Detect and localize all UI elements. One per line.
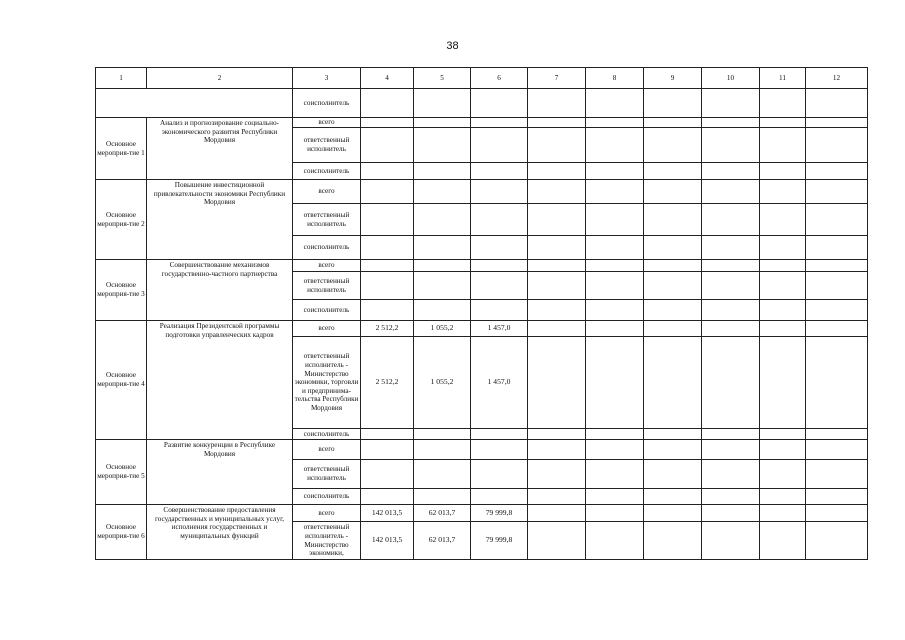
table-row	[96, 118, 868, 128]
value-cell	[644, 180, 702, 204]
value-cell	[644, 260, 702, 272]
value-cell	[528, 163, 586, 180]
role-cell: соисполнитель	[293, 89, 361, 118]
value-cell	[471, 89, 528, 118]
value-cell	[760, 260, 806, 272]
value-cell	[361, 429, 414, 440]
value-cell	[644, 429, 702, 440]
value-cell	[760, 204, 806, 236]
value-cell	[702, 460, 760, 489]
column-header: 2	[147, 68, 293, 89]
value-cell	[760, 489, 806, 505]
value-cell	[644, 337, 702, 429]
value-cell	[528, 260, 586, 272]
value-cell	[806, 460, 868, 489]
role-cell: ответственный исполнитель	[293, 204, 361, 236]
column-header: 12	[806, 68, 868, 89]
value-cell	[806, 236, 868, 260]
value-cell	[471, 180, 528, 204]
value-cell	[644, 505, 702, 522]
activity-name-cell: Повышение инвестиционной привлекательности экономики Республики Мордовия	[147, 180, 293, 260]
table-row	[96, 321, 868, 337]
value-cell	[760, 522, 806, 560]
value-cell	[586, 505, 644, 522]
value-cell	[702, 89, 760, 118]
value-cell	[806, 300, 868, 321]
value-cell	[528, 429, 586, 440]
value-cell	[806, 522, 868, 560]
value-cell	[702, 163, 760, 180]
value-cell	[471, 204, 528, 236]
value-cell	[361, 440, 414, 460]
value-cell	[361, 204, 414, 236]
value-cell	[528, 204, 586, 236]
value-cell	[644, 89, 702, 118]
value-cell	[806, 204, 868, 236]
value-cell	[806, 440, 868, 460]
value-cell	[760, 460, 806, 489]
table-row	[96, 440, 868, 460]
value-cell: 1 055,2	[414, 321, 471, 337]
value-cell	[806, 272, 868, 300]
table-row	[96, 260, 868, 272]
value-cell: 142 013,5	[361, 505, 414, 522]
activity-name-cell: Реализация Президентской программы подготовки управленческих кадров	[147, 321, 293, 440]
value-cell	[644, 163, 702, 180]
activity-label-cell: Основное мероприя-тие 2	[96, 180, 147, 260]
value-cell	[644, 128, 702, 163]
role-cell: всего	[293, 440, 361, 460]
value-cell	[361, 460, 414, 489]
value-cell	[760, 236, 806, 260]
value-cell	[414, 236, 471, 260]
value-cell	[414, 180, 471, 204]
value-cell	[702, 321, 760, 337]
value-cell	[471, 429, 528, 440]
role-cell: ответственный исполнитель - Министерство экономики,	[293, 522, 361, 560]
value-cell: 62 013,7	[414, 505, 471, 522]
value-cell	[760, 272, 806, 300]
value-cell	[760, 321, 806, 337]
role-cell: всего	[293, 260, 361, 272]
value-cell: 2 512,2	[361, 321, 414, 337]
value-cell	[702, 429, 760, 440]
value-cell	[361, 272, 414, 300]
value-cell	[361, 163, 414, 180]
activity-label-cell: Основное мероприя-тие 4	[96, 321, 147, 440]
value-cell	[806, 505, 868, 522]
value-cell	[528, 236, 586, 260]
value-cell	[471, 272, 528, 300]
carryover-row	[96, 89, 868, 118]
value-cell: 2 512,2	[361, 337, 414, 429]
activity-name-cell: Совершенствование механизмов государственно-частного партнерства	[147, 260, 293, 321]
value-cell	[702, 272, 760, 300]
role-cell: соисполнитель	[293, 236, 361, 260]
value-cell	[702, 118, 760, 128]
value-cell	[586, 272, 644, 300]
value-cell	[586, 118, 644, 128]
column-header: 1	[96, 68, 147, 89]
value-cell	[806, 128, 868, 163]
value-cell	[586, 260, 644, 272]
value-cell	[760, 505, 806, 522]
value-cell	[644, 522, 702, 560]
value-cell	[760, 337, 806, 429]
value-cell	[644, 118, 702, 128]
role-cell: ответственный исполнитель	[293, 272, 361, 300]
value-cell	[586, 128, 644, 163]
value-cell	[644, 300, 702, 321]
value-cell	[586, 163, 644, 180]
value-cell: 1 457,0	[471, 321, 528, 337]
value-cell	[586, 180, 644, 204]
column-header: 3	[293, 68, 361, 89]
value-cell	[414, 300, 471, 321]
value-cell: 1 055,2	[414, 337, 471, 429]
activity-name-cell: Анализ и прогнозирование социально-экономического развития Республики Мордовия	[147, 118, 293, 180]
column-header: 7	[528, 68, 586, 89]
value-cell	[528, 522, 586, 560]
value-cell	[414, 489, 471, 505]
role-cell: ответственный исполнитель - Министерство экономики, торговли и предпринима-тельства Республики Мордовия	[293, 337, 361, 429]
column-header: 5	[414, 68, 471, 89]
activity-label-cell: Основное мероприя-тие 3	[96, 260, 147, 321]
value-cell: 79 999,8	[471, 505, 528, 522]
value-cell	[702, 128, 760, 163]
value-cell	[414, 118, 471, 128]
value-cell	[760, 128, 806, 163]
value-cell	[760, 89, 806, 118]
value-cell	[806, 489, 868, 505]
value-cell	[702, 180, 760, 204]
value-cell	[414, 272, 471, 300]
value-cell	[414, 163, 471, 180]
value-cell: 1 457,0	[471, 337, 528, 429]
value-cell	[806, 118, 868, 128]
value-cell	[806, 337, 868, 429]
value-cell	[471, 128, 528, 163]
role-cell: ответственный исполнитель	[293, 460, 361, 489]
value-cell	[471, 163, 528, 180]
activity-label-cell: Основное мероприя-тие 1	[96, 118, 147, 180]
value-cell	[414, 128, 471, 163]
value-cell	[528, 321, 586, 337]
value-cell	[644, 440, 702, 460]
value-cell	[586, 300, 644, 321]
value-cell	[644, 321, 702, 337]
value-cell	[361, 260, 414, 272]
table-row	[96, 505, 868, 522]
value-cell	[586, 337, 644, 429]
value-cell	[586, 460, 644, 489]
value-cell	[702, 440, 760, 460]
value-cell	[361, 236, 414, 260]
role-cell: ответственный исполнитель	[293, 128, 361, 163]
role-cell: соисполнитель	[293, 429, 361, 440]
activity-label-cell: Основное мероприя-тие 6	[96, 505, 147, 560]
column-header: 8	[586, 68, 644, 89]
activity-label-cell: Основное мероприя-тие 5	[96, 440, 147, 505]
value-cell: 142 013,5	[361, 522, 414, 560]
value-cell	[471, 440, 528, 460]
column-header: 11	[760, 68, 806, 89]
value-cell	[471, 118, 528, 128]
budget-table	[95, 67, 868, 560]
value-cell	[806, 163, 868, 180]
value-cell	[586, 89, 644, 118]
value-cell	[528, 440, 586, 460]
value-cell	[414, 440, 471, 460]
activity-name-cell: Развитие конкуренции в Республике Мордовия	[147, 440, 293, 505]
value-cell	[586, 440, 644, 460]
value-cell	[644, 460, 702, 489]
column-header: 9	[644, 68, 702, 89]
value-cell	[586, 429, 644, 440]
value-cell	[760, 163, 806, 180]
value-cell	[760, 300, 806, 321]
value-cell	[586, 522, 644, 560]
value-cell	[361, 128, 414, 163]
value-cell	[702, 337, 760, 429]
role-cell: соисполнитель	[293, 489, 361, 505]
value-cell	[361, 118, 414, 128]
value-cell	[528, 128, 586, 163]
role-cell: всего	[293, 321, 361, 337]
value-cell	[471, 460, 528, 489]
column-header: 4	[361, 68, 414, 89]
value-cell: 79 999,8	[471, 522, 528, 560]
value-cell	[760, 180, 806, 204]
value-cell	[760, 118, 806, 128]
value-cell	[528, 505, 586, 522]
value-cell: 62 013,7	[414, 522, 471, 560]
value-cell	[644, 272, 702, 300]
role-cell: соисполнитель	[293, 163, 361, 180]
value-cell	[586, 489, 644, 505]
value-cell	[414, 204, 471, 236]
role-cell: всего	[293, 180, 361, 204]
value-cell	[528, 180, 586, 204]
value-cell	[806, 321, 868, 337]
role-cell: соисполнитель	[293, 300, 361, 321]
value-cell	[528, 118, 586, 128]
value-cell	[644, 489, 702, 505]
value-cell	[702, 300, 760, 321]
value-cell	[471, 236, 528, 260]
value-cell	[471, 300, 528, 321]
value-cell	[806, 180, 868, 204]
value-cell	[361, 89, 414, 118]
value-cell	[702, 505, 760, 522]
value-cell	[414, 429, 471, 440]
value-cell	[586, 204, 644, 236]
value-cell	[586, 321, 644, 337]
value-cell	[760, 440, 806, 460]
value-cell	[528, 300, 586, 321]
value-cell	[702, 522, 760, 560]
value-cell	[414, 460, 471, 489]
table-row	[96, 180, 868, 204]
value-cell	[528, 337, 586, 429]
value-cell	[702, 204, 760, 236]
role-cell: всего	[293, 505, 361, 522]
value-cell	[361, 300, 414, 321]
value-cell	[586, 236, 644, 260]
carryover-blank-cell	[96, 89, 293, 118]
value-cell	[471, 260, 528, 272]
column-header: 10	[702, 68, 760, 89]
value-cell	[471, 489, 528, 505]
header-row	[96, 68, 868, 89]
value-cell	[414, 89, 471, 118]
value-cell	[528, 272, 586, 300]
column-header: 6	[471, 68, 528, 89]
value-cell	[702, 236, 760, 260]
value-cell	[528, 489, 586, 505]
activity-name-cell: Совершенствование предоставления государственных и муниципальных услуг, исполнения государственных и муниципальных функций	[147, 505, 293, 560]
value-cell	[528, 89, 586, 118]
value-cell	[528, 460, 586, 489]
value-cell	[702, 489, 760, 505]
value-cell	[644, 236, 702, 260]
value-cell	[806, 429, 868, 440]
value-cell	[361, 489, 414, 505]
page-number: 38	[446, 40, 459, 52]
value-cell	[760, 429, 806, 440]
role-cell: всего	[293, 118, 361, 128]
value-cell	[702, 260, 760, 272]
value-cell	[644, 204, 702, 236]
value-cell	[806, 260, 868, 272]
value-cell	[806, 89, 868, 118]
value-cell	[361, 180, 414, 204]
value-cell	[414, 260, 471, 272]
